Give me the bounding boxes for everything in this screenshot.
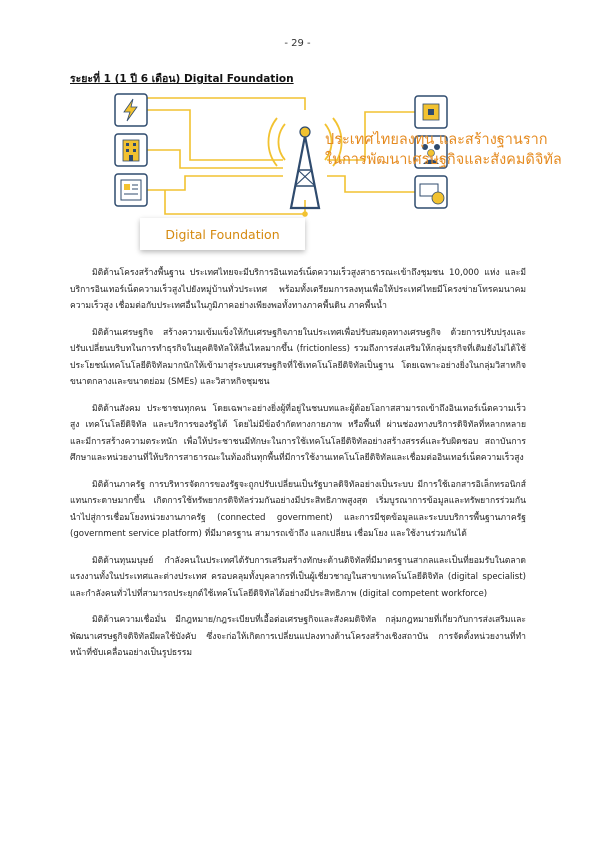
digital-foundation-banner [95, 90, 562, 255]
coin-card-icon [415, 176, 447, 208]
lightning-icon [115, 94, 147, 126]
paragraph-trust: มิติด้านความเชื่อมั่น มีกฎหมาย/กฎระเบียบที่เอื้อต่อเศรษฐกิจและสังคมดิจิทัล กลุ่มกฎหมายที่เกี่ยวกับการส่งเสริมและพัฒนาเศรษฐกิจดิจิทัลมีผลใช้บังคับ ซึ่งจะก่อให้เกิดการเปลี่ยนแปลงทางด้านโครงสร้างเชิงสถาบัน การจัดตั้งหน่วยงานที่ทำหน้าที่ขับเคลื่อนอย่างเป็นรูปธรรม [70, 615, 526, 658]
body-text [70, 265, 526, 672]
paragraph-human-capital: มิติด้านทุนมนุษย์ กำลังคนในประเทศได้รับการเสริมสร้างทักษะด้านดิจิทัลที่มีมาตรฐานสากลและเป็นที่ยอมรับในตลาดแรงงานทั้งในประเทศและต่างประเทศ ครอบคลุมทั้งบุคลากรที่เป็นผู้เชี่ยวชาญในสาขาเทคโนโลยีดิจิทัล (digital specialist) และกำลังคนทั่วไปที่สามารถประยุกต์ใช้เทคโนโลยีดิจิทัลได้อย่างมีประสิทธิภาพ (digital competent workforce) [70, 555, 526, 599]
banner-headline-line1: ประเทศไทยลงทุน และสร้างฐานราก [325, 132, 548, 148]
section-heading: ระยะที่ 1 (1 ปี 6 เดือน) Digital Foundation [70, 73, 294, 85]
page-number: - 29 - [284, 38, 311, 49]
building-icon [115, 134, 147, 166]
paragraph-infrastructure: มิติด้านโครงสร้างพื้นฐาน ประเทศไทยจะมีบริการอินเทอร์เน็ตความเร็วสูงสาธารณะเข้าถึงชุมชน 10,000 แห่ง และมีบริการอินเทอร์เน็ตความเร็วสูงไปยังหมู่บ้านทั่วประเทศ พร้อมทั้งเตรียมการลงทุนเพื่อให้ประเทศไทยมีโครงข่ายโทรคมนาคมความเร็วสูง เชื่อมต่อกับประเทศอื่นในภูมิภาคอย่างเพียงพอทั้งทางภาคพื้นดิน ภาคพื้นน้ำ [70, 268, 526, 311]
paragraph-government: มิติด้านภาครัฐ การบริหารจัดการของรัฐจะถูกปรับเปลี่ยนเป็นรัฐบาลดิจิทัลอย่างเป็นระบบ มีการใช้เอกสารอิเล็กทรอนิกส์แทนกระดาษมากขึ้น เกิดการใช้ทรัพยากรดิจิทัลร่วมกันอย่างมีประสิทธิภาพสูงสุด เริ่มบูรณาการข้อมูลและทรัพยากรร่วมกัน นำไปสู่การเชื่อมโยงหน่วยงานภาครัฐ (connected government) และการมีชุดข้อมูลและระบบบริการพื้นฐานภาครัฐ (government service platform) ที่มีมาตรฐาน สามารถเข้าถึง แลกเปลี่ยน เชื่อมโยง และใช้งานร่วมกันได้ [70, 479, 526, 539]
paragraph-society: มิติด้านสังคม ประชาชนทุกคน โดยเฉพาะอย่างยิ่งผู้ที่อยู่ในชนบทและผู้ด้อยโอกาสสามารถเข้าถึงอินเทอร์เน็ตความเร็วสูง เทคโนโลยีดิจิทัล และบริการของรัฐได้ โดยไม่มีข้อจำกัดทางกายภาพ หรือพื้นที่ ผ่านช่องทางบริการดิจิทัลที่หลากหลาย และมีการสร้างความตระหนัก เพื่อให้ประชาชนมีทักษะในการใช้เทคโนโลยีดิจิทัลอย่างสร้างสรรค์และรับผิดชอบ สถาบันการศึกษาและหน่วยงานที่ให้บริการสาธารณะในท้องถิ่นทุกพื้นที่มีการใช้งานเทคโนโลยีดิจิทัลและเชื่อมต่ออินเทอร์เน็ตความเร็วสูง [70, 403, 526, 463]
banner-headline-line2: ในการพัฒนาเศรษฐกิจและสังคมดิจิทัล [325, 152, 562, 168]
chip-icon [415, 96, 447, 128]
id-card-icon [115, 174, 147, 206]
banner-headline [325, 130, 562, 170]
digital-foundation-label: Digital Foundation [140, 218, 305, 250]
paragraph-economy: มิติด้านเศรษฐกิจ สร้างความเข้มแข็งให้กับเศรษฐกิจภายในประเทศเพื่อปรับสมดุลทางเศรษฐกิจ ด้วยการปรับปรุงและปรับเปลี่ยนบริบทในการทำธุรกิจในยุคดิจิทัลให้ลื่นไหลมากขึ้น (frictionless) รวมถึงการส่งเสริมให้กลุ่มธุรกิจที่เดิมยังไม่ได้ใช้ประโยชน์เทคโนโลยีดิจิทัลมากนักให้เข้ามาสู่ระบบเศรษฐกิจที่ใช้เทคโนโลยีดิจิทัลเป็นฐาน โดยเฉพาะอย่างยิ่งในกลุ่มวิสาหกิจขนาดกลางและขนาดย่อม (SMEs) และวิสาหกิจชุมชน [70, 327, 526, 387]
